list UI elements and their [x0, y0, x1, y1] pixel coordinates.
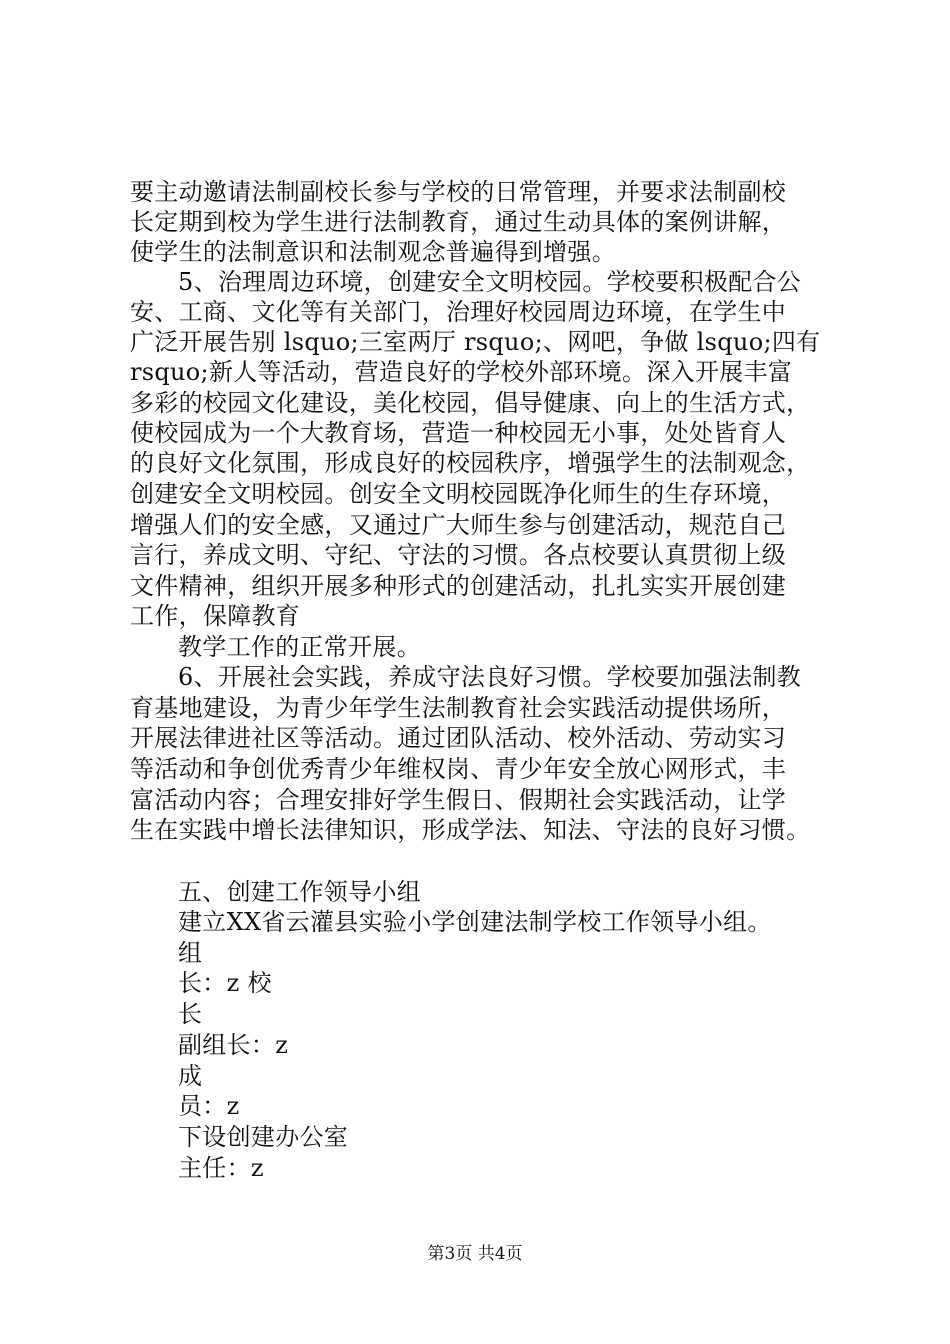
body-line: 文件精神，组织开展多种形式的创建活动，扎扎实实开展创建 — [130, 572, 787, 600]
section-line: 副组长：z — [178, 1031, 289, 1059]
section-line: 下设创建办公室 — [178, 1123, 349, 1151]
body-line: 开展法律进社区等活动。通过团队活动、校外活动、劳动实习 — [130, 724, 787, 752]
section-line: 成 — [178, 1062, 203, 1090]
body-line: 工作，保障教育 — [130, 602, 301, 630]
section-intro: 建立XX省云灌县实验小学创建法制学校工作领导小组。 — [178, 908, 772, 936]
body-line: 创建安全文明校园。创安全文明校园既净化师生的生存环境， — [130, 480, 787, 508]
body-line: 使学生的法制意识和法制观念普遍得到增强。 — [130, 238, 616, 266]
body-line: 教学工作的正常开展。 — [178, 633, 421, 661]
section-line: 组 — [178, 939, 203, 967]
body-line: 5、治理周边环境，创建安全文明校园。学校要积极配合公 — [178, 268, 802, 296]
body-line: 多彩的校园文化建设，美化校园，倡导健康、向上的生活方式， — [130, 389, 811, 417]
body-line: rsquo;新人等活动，营造良好的学校外部环境。深入开展丰富 — [130, 358, 793, 386]
body-line: 长定期到校为学生进行法制教育，通过生动具体的案例讲解， — [130, 208, 787, 236]
body-line: 广泛开展告别 lsquo;三室两厅 rsquo;、网吧，争做 lsquo;四有 — [130, 328, 821, 356]
body-line: 言行，养成文明、守纪、守法的习惯。各点校要认真贯彻上级 — [130, 541, 787, 569]
body-line: 安、工商、文化等有关部门，治理好校园周边环境，在学生中 — [130, 298, 787, 326]
body-line: 生在实践中增长法律知识，形成学法、知法、守法的良好习惯。 — [130, 816, 811, 844]
page-footer: 第3页 共4页 — [427, 1244, 523, 1264]
body-line: 6、开展社会实践，养成守法良好习惯。学校要加强法制教 — [178, 663, 802, 691]
body-line: 使校园成为一个大教育场，营造一种校园无小事，处处皆育人 — [130, 419, 787, 447]
section-line: 主任：z — [178, 1154, 264, 1182]
section-line: 长：z 校 — [178, 969, 272, 997]
section-heading: 五、创建工作领导小组 — [178, 878, 421, 906]
body-line: 等活动和争创优秀青少年维权岗、青少年安全放心网形式，丰 — [130, 755, 787, 783]
body-line: 育基地建设，为青少年学生法制教育社会实践活动提供场所， — [130, 694, 787, 722]
section-line: 员：z — [178, 1092, 240, 1120]
body-line: 增强人们的安全感，又通过广大师生参与创建活动，规范自己 — [130, 511, 787, 539]
body-line: 的良好文化氛围，形成良好的校园秩序，增强学生的法制观念， — [130, 449, 811, 477]
body-line: 富活动内容；合理安排好学生假日、假期社会实践活动，让学 — [130, 786, 787, 814]
section-line: 长 — [178, 1000, 203, 1028]
body-line: 要主动邀请法制副校长参与学校的日常管理，并要求法制副校 — [130, 178, 787, 206]
